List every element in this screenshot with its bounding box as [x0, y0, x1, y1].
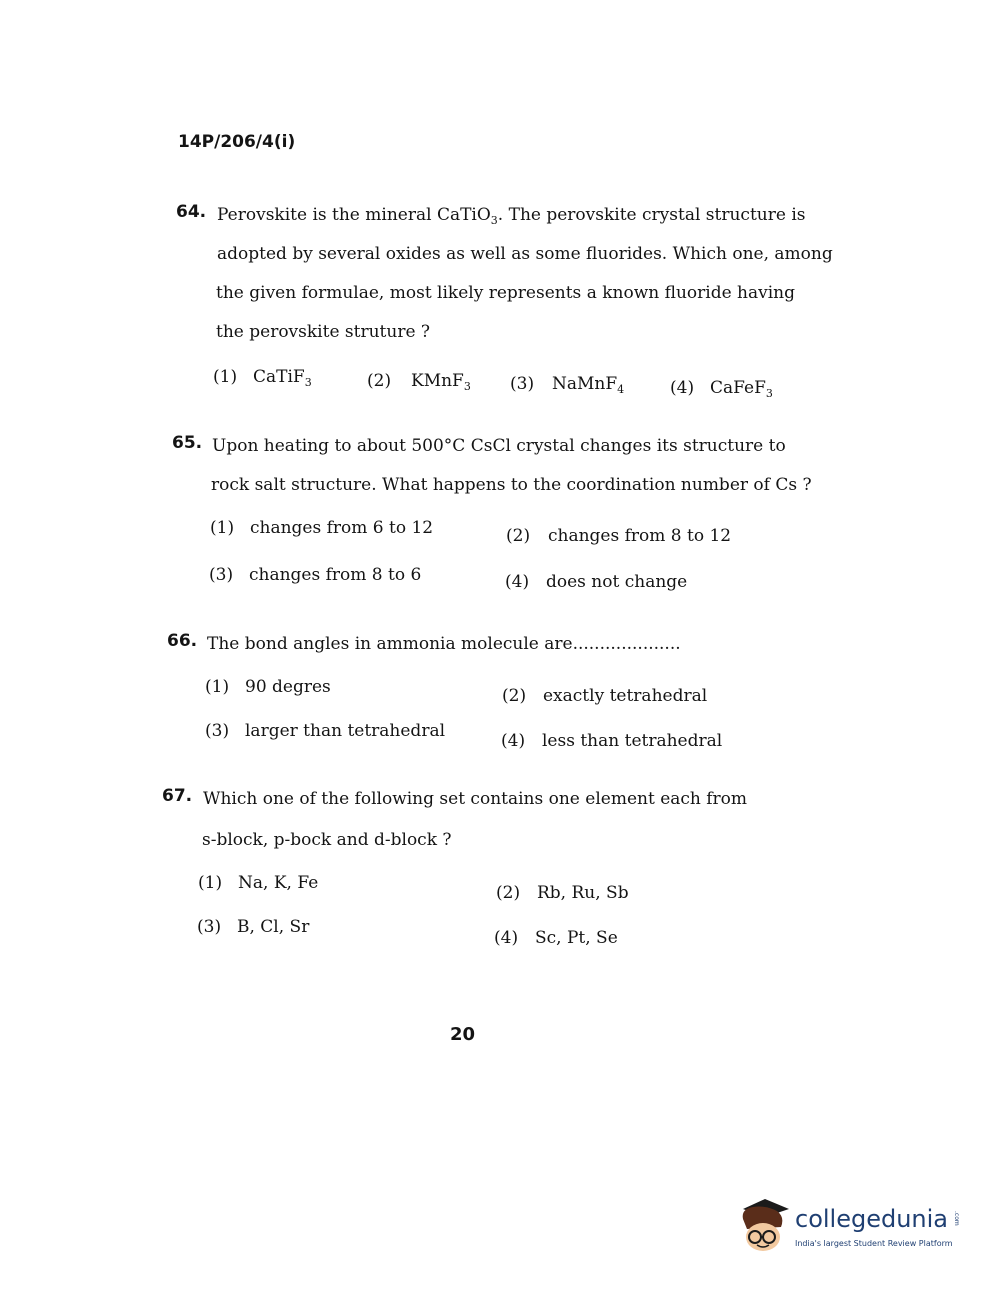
- option-4: (4) less than tetrahedral: [501, 731, 723, 751]
- option-2: (2) KMnF$_3$: [367, 371, 471, 393]
- paper-code: 14P/206/4(i): [178, 132, 296, 152]
- option-3: (3) larger than tetrahedral: [205, 721, 446, 741]
- option-4: (4) CaFeF$_3$: [670, 378, 773, 400]
- question-number: 67.: [162, 786, 193, 806]
- question-stem-line: The bond angles in ammonia molecule are....................: [207, 634, 681, 654]
- logo-tagline: India's largest Student Review Platform: [795, 1239, 953, 1248]
- option-1: (1) 90 degres: [205, 677, 331, 697]
- option-3: (3) changes from 8 to 6: [209, 565, 422, 585]
- option-1: (1) CaTiF$_3$: [213, 367, 312, 389]
- question-stem-line: Upon heating to about 500°C CsCl crystal changes its structure to: [212, 436, 786, 456]
- question-stem-line: the perovskite struture ?: [216, 322, 431, 342]
- mascot-icon: [735, 1195, 793, 1265]
- question-stem-line: adopted by several oxides as well as some fluorides. Which one, among: [217, 244, 833, 264]
- question-number: 65.: [172, 433, 203, 453]
- question-stem-line: rock salt structure. What happens to the coordination number of Cs ?: [211, 475, 812, 495]
- question-stem-line: Which one of the following set contains one element each from: [203, 789, 748, 809]
- question-stem-line: s-block, p-bock and d-block ?: [202, 830, 452, 850]
- option-3: (3) NaMnF$_4$: [510, 374, 625, 396]
- option-3: (3) B, Cl, Sr: [197, 917, 310, 937]
- question-stem-line: the given formulae, most likely represents a known fluoride having: [216, 283, 796, 303]
- option-1: (1) changes from 6 to 12: [210, 518, 434, 538]
- question-stem-line: Perovskite is the mineral CaTiO$_3$. The perovskite crystal structure is: [217, 205, 806, 227]
- option-2: (2) Rb, Ru, Sb: [496, 883, 629, 903]
- option-1: (1) Na, K, Fe: [198, 873, 319, 893]
- question-number: 66.: [167, 631, 198, 651]
- collegedunia-logo: [735, 1195, 965, 1265]
- option-2: (2) changes from 8 to 12: [506, 526, 732, 546]
- logo-wordmark: collegedunia: [795, 1205, 949, 1233]
- logo-suffix: .com: [953, 1211, 960, 1226]
- page-number: 20: [450, 1024, 476, 1045]
- option-4: (4) Sc, Pt, Se: [494, 928, 618, 948]
- question-number: 64.: [176, 202, 207, 222]
- option-4: (4) does not change: [505, 572, 688, 592]
- option-2: (2) exactly tetrahedral: [502, 686, 708, 706]
